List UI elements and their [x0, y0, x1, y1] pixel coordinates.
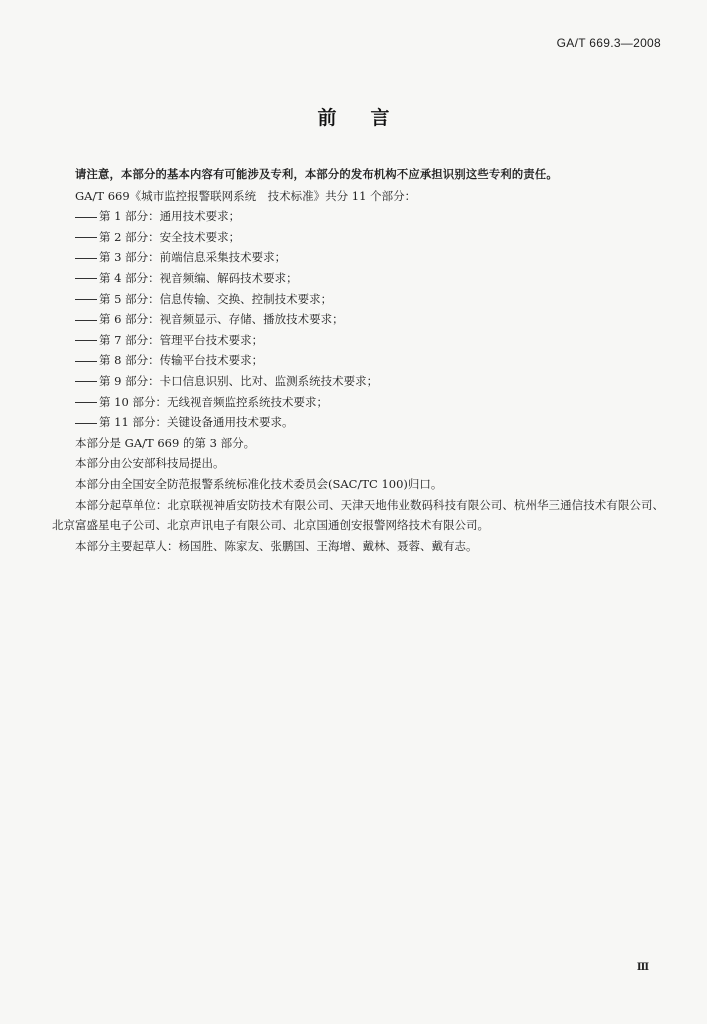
list-item: 第 2 部分：安全技术要求； — [52, 227, 664, 248]
page-number: Ⅲ — [636, 962, 649, 973]
list-item: 第 4 部分：视音频编、解码技术要求； — [52, 268, 664, 289]
proposed-by-statement: 本部分由公安部科技局提出。 — [75, 456, 225, 471]
dash-icon — [75, 423, 97, 424]
drafting-units-statement: 本部分起草单位：北京联视神盾安防技术有限公司、天津天地伟业数码科技有限公司、杭州华三通信技术有限公司、北京富盛星电子公司、北京声讯电子有限公司、北京国通创安报警网络技术有限公司。 — [52, 497, 664, 533]
dash-icon — [75, 361, 97, 362]
list-item: 第 5 部分：信息传输、交换、控制技术要求； — [52, 289, 664, 310]
list-item: 第 9 部分：卡口信息识别、比对、监测系统技术要求； — [52, 371, 664, 392]
list-item: 第 3 部分：前端信息采集技术要求； — [52, 247, 664, 268]
list-item: 第 11 部分：关键设备通用技术要求。 — [52, 412, 664, 433]
patent-notice: 请注意，本部分的基本内容有可能涉及专利，本部分的发布机构不应承担识别这些专利的责任。 — [75, 168, 558, 181]
drafters-statement: 本部分主要起草人：杨国胜、陈家友、张鹏国、王海增、戴林、聂蓉、戴有志。 — [75, 538, 478, 553]
dash-icon — [75, 320, 97, 321]
dash-icon — [75, 258, 97, 259]
series-intro: GA/T 669《城市监控报警联网系统 技术标准》共分 11 个部分： — [75, 188, 417, 203]
dash-icon — [75, 402, 97, 403]
document-body — [52, 165, 664, 556]
list-item: 第 6 部分：视音频显示、存储、播放技术要求； — [52, 309, 664, 330]
dash-icon — [75, 381, 97, 382]
parts-list — [52, 206, 664, 433]
dash-icon — [75, 237, 97, 238]
dash-icon — [75, 340, 97, 341]
dash-icon — [75, 299, 97, 300]
this-part-statement: 本部分是 GA/T 669 的第 3 部分。 — [75, 435, 256, 450]
list-item: 第 8 部分：传输平台技术要求； — [52, 350, 664, 371]
page-title: 前言 — [317, 107, 424, 129]
list-item: 第 7 部分：管理平台技术要求； — [52, 330, 664, 351]
jurisdiction-statement: 本部分由全国安全防范报警系统标准化技术委员会(SAC/TC 100)归口。 — [75, 476, 443, 491]
document-code: GA/T 669.3—2008 — [556, 36, 661, 50]
dash-icon — [75, 278, 97, 279]
dash-icon — [75, 217, 97, 218]
list-item: 第 1 部分：通用技术要求； — [52, 206, 664, 227]
list-item: 第 10 部分：无线视音频监控系统技术要求； — [52, 392, 664, 413]
